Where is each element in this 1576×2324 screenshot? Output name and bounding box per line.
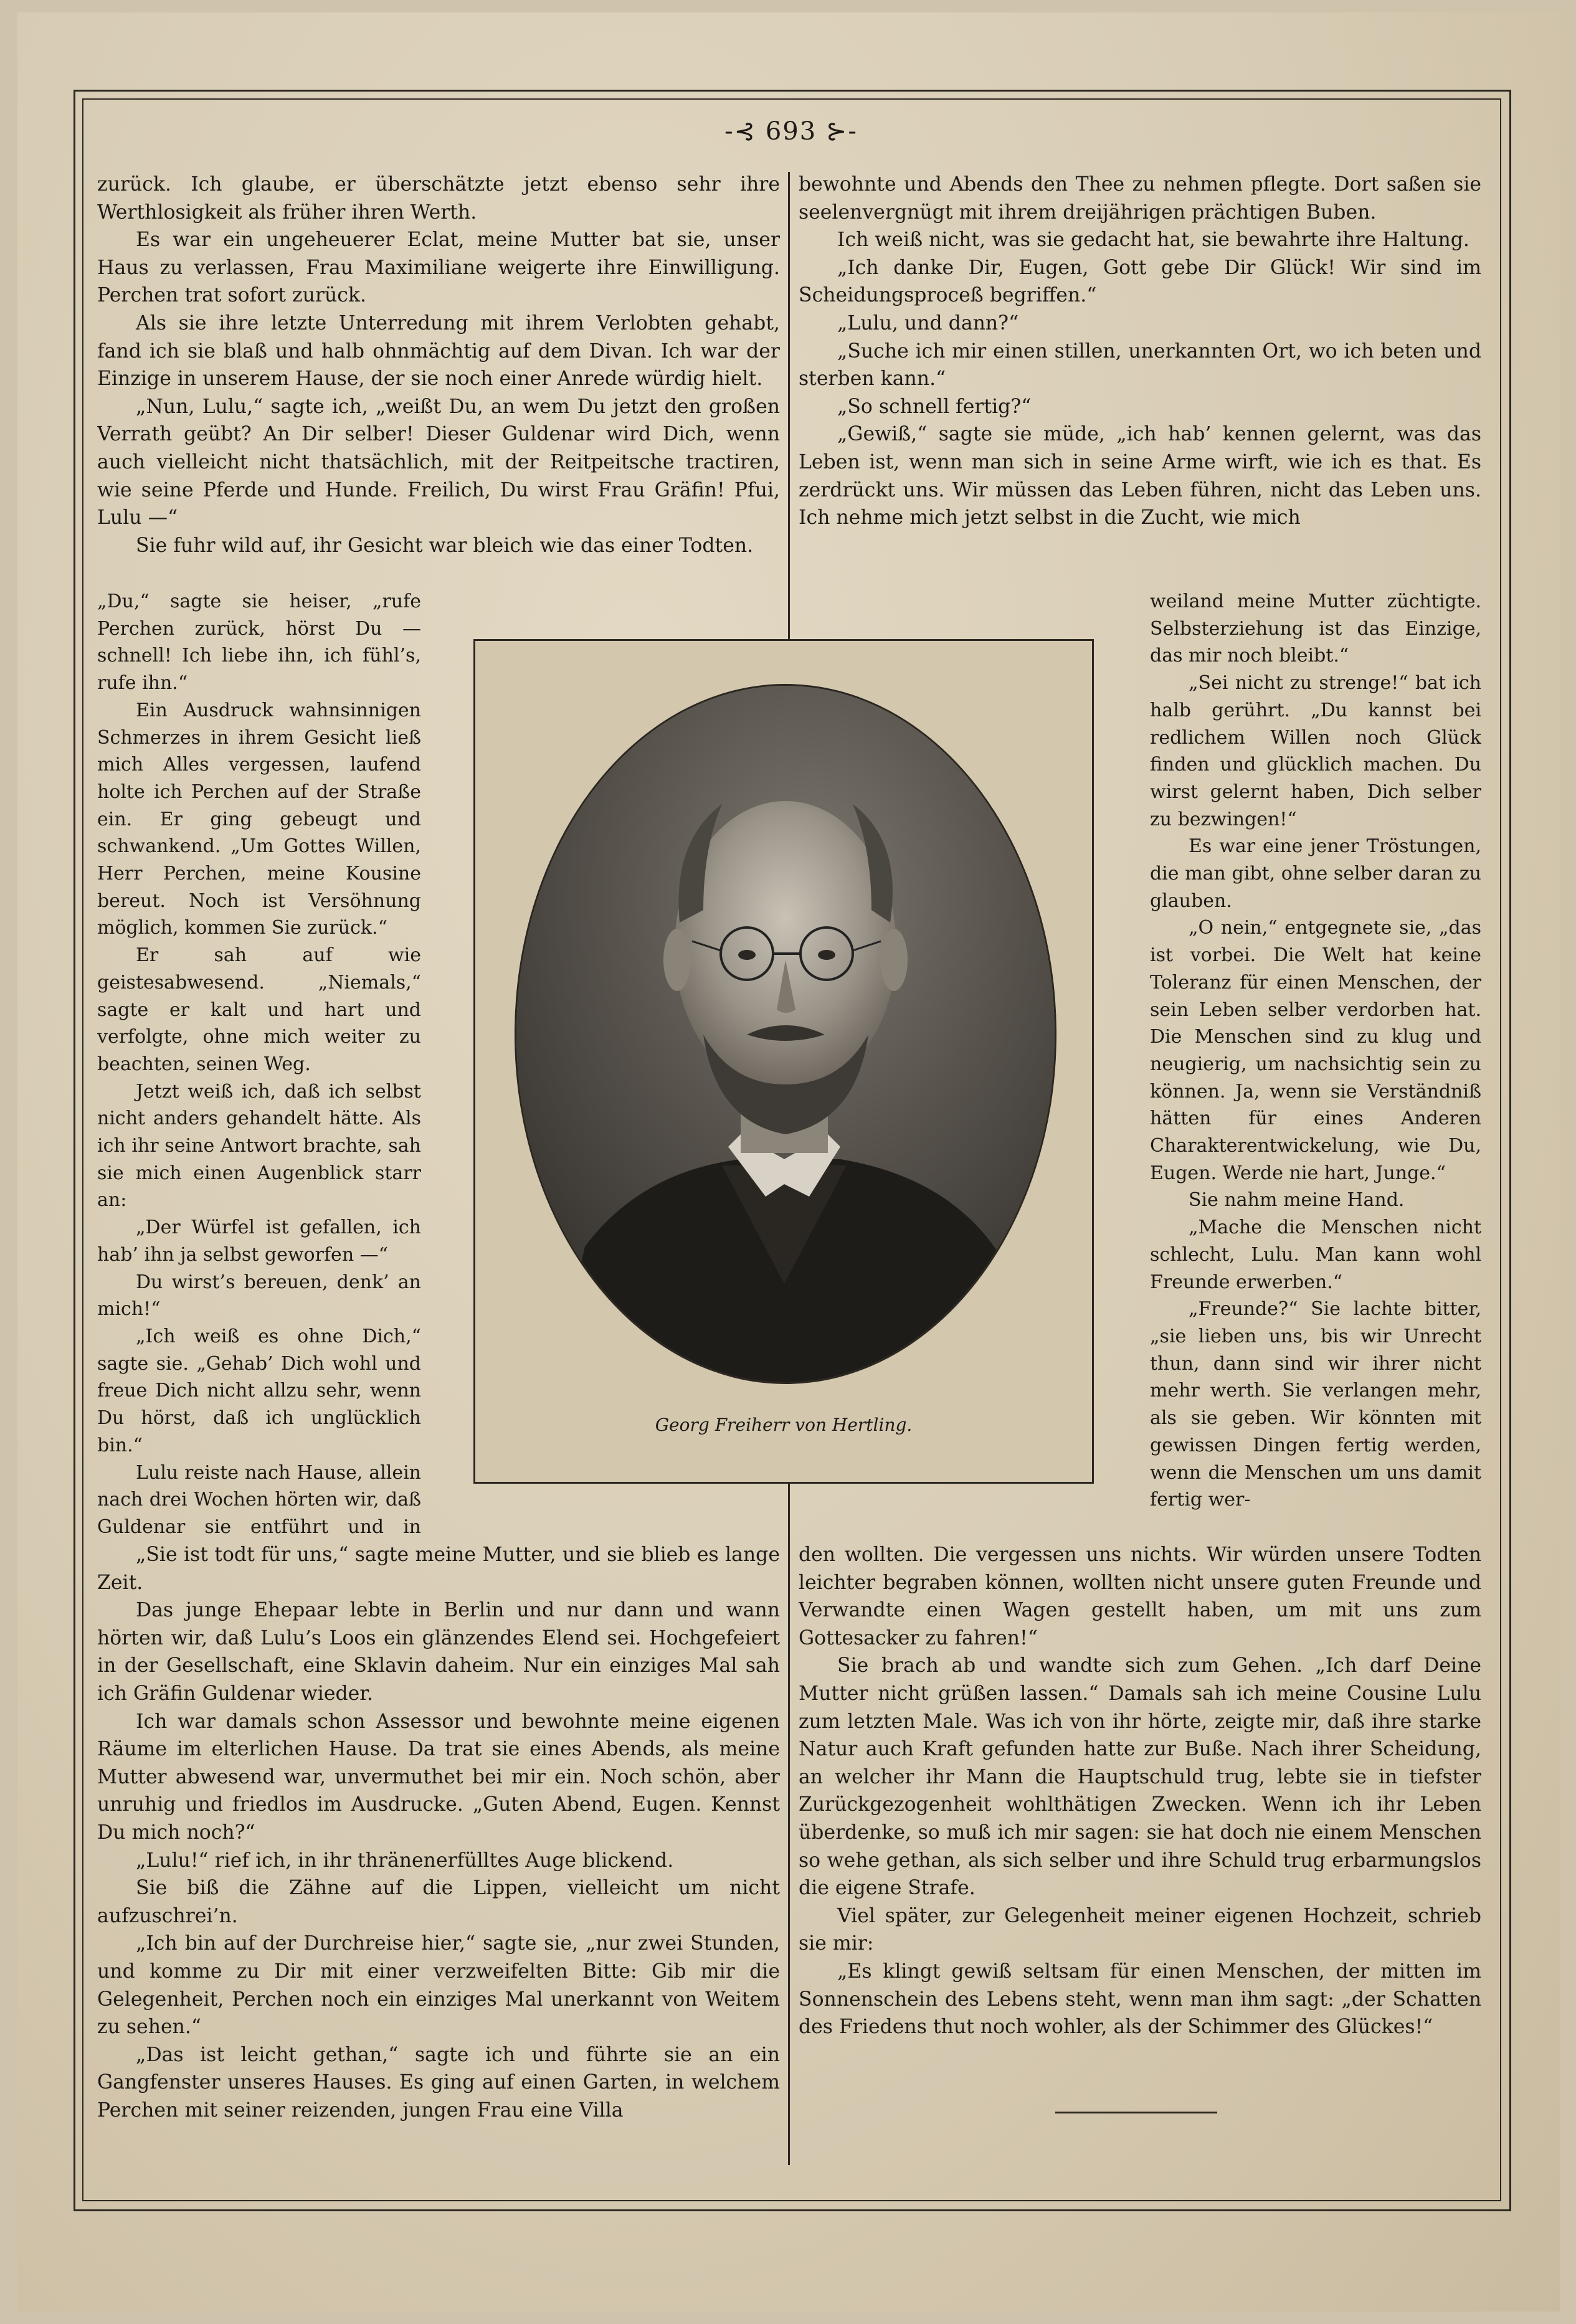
- left-column-bottom: [97, 1541, 780, 2164]
- paragraph: Lulu reiste nach Hause, allein nach drei Wochen hörten wir, daß Guldenar sie entführt und in: [97, 1461, 421, 1538]
- paragraph: „Sie ist todt für uns,“ sagte meine Mutter, und sie blieb es lange Zeit.: [97, 1544, 780, 1594]
- paragraph: „Das ist leicht gethan,“ sagte ich und führte sie an ein Gangfenster unseres Hauses. Es ging auf einen Garten, in welchem Perchen mit seiner reizenden, jungen Frau eine Villa: [97, 2043, 780, 2122]
- paragraph: Sie nahm meine Hand.: [1189, 1189, 1405, 1212]
- paragraph: Als sie ihre letzte Unterredung mit ihrem Verlobten gehabt, fand ich sie blaß und halb ohnmächtig auf dem Divan. Ich war der Einzige in unserem Hause, der sie noch einer Anrede würdig hielt.: [97, 311, 780, 391]
- paragraph: bewohnte und Abends den Thee zu nehmen pflegte. Dort saßen sie seelenvergnügt mit ihrem dreijährigen prächtigen Buben.: [799, 173, 1481, 224]
- paragraph: zurück. Ich glaube, er überschätzte jetzt ebenso sehr ihre Werthlosigkeit als früher ihren Werth.: [97, 173, 780, 224]
- paragraph: „O nein,“ entgegnete sie, „das ist vorbei. Die Welt hat keine Toleranz für einen Menschen, der sein Leben selber verdorben hat. Die Menschen sind zu klug und neugierig, um nachsichtig sein zu können. Ja, wenn sie Verständniß hätten für eines Anderen Charakterentwickelung, wie Du, Eugen. Werde nie hart, Junge.“: [1150, 917, 1481, 1184]
- end-rule: [1055, 2112, 1217, 2113]
- paragraph: Sie fuhr wild auf, ihr Gesicht war bleich wie das einer Todten.: [136, 534, 754, 557]
- paragraph: Es war eine jener Tröstungen, die man gibt, ohne selber daran zu glauben.: [1150, 835, 1481, 912]
- paragraph: „Nun, Lulu,“ sagte ich, „weißt Du, an wem Du jetzt den großen Verrath geübt? An Dir selber! Dieser Guldenar wird Dich, wenn auch vielleicht nicht thatsächlich, mit der Reitpeitsche tractiren, wie seine Pferde und Hunde. Freilich, Du wirst Frau Gräfin! Pfui, Lulu —“: [97, 395, 780, 529]
- paragraph: „So schnell fertig?“: [837, 395, 1032, 418]
- paragraph: „Ich weiß es ohne Dich,“ sagte sie. „Gehab’ Dich wohl und freue Dich nicht allzu sehr, wenn Du hörst, daß ich unglücklich bin.“: [97, 1325, 421, 1456]
- paragraph: Sie brach ab und wandte sich zum Gehen. „Ich darf Deine Mutter nicht grüßen lassen.“ Damals sah ich meine Cousine Lulu zum letzten Male. Was ich von ihr hörte, zeigte mir, daß ihre starke Natur auch Kraft gefunden hatte zur Buße. Nach ihrer Scheidung, an welcher ihr Mann die Hauptschuld trug, lebte sie in tiefster Zurückgezogenheit wohlthätigen Zwecken. Wenn ich ihr Leben überdenke, so muß ich mir sagen: sie hat doch nie einem Menschen so wehe gethan, als sich selber und ihre Schuld trug erbarmungslos die eigene Strafe.: [799, 1654, 1481, 1900]
- paragraph: Das junge Ehepaar lebte in Berlin und nur dann und wann hörten wir, daß Lulu’s Loos ein glänzendes Elend sei. Hochgefeiert in der Gesellschaft, eine Sklavin daheim. Nur ein einziges Mal sah ich Gräfin Guldenar wieder.: [97, 1599, 780, 1705]
- paragraph: Viel später, zur Gelegenheit meiner eigenen Hochzeit, schrieb sie mir:: [799, 1904, 1481, 1955]
- paragraph: Sie biß die Zähne auf die Lippen, vielleicht um nicht aufzuschrei’n.: [97, 1877, 780, 1927]
- paragraph: Jetzt weiß ich, daß ich selbst nicht anders gehandelt hätte. Als ich ihr seine Antwort brachte, sah sie mich einen Augenblick starr an:: [97, 1080, 421, 1212]
- paragraph: Ich war damals schon Assessor und bewohnte meine eigenen Räume im elterlichen Hause. Da trat sie eines Abends, als meine Mutter abwesend war, unvermuthet bei mir ein. Noch schön, aber unruhig und friedlos im Ausdrucke. „Guten Abend, Eugen. Kennst Du mich noch?“: [97, 1710, 780, 1844]
- left-column-top: [97, 171, 780, 588]
- paragraph: „Lulu, und dann?“: [837, 311, 1019, 334]
- left-column-narrow: [97, 588, 421, 1540]
- paragraph: weiland meine Mutter züchtigte. Selbsterziehung ist das Einzige, das mir noch bleibt.“: [1150, 590, 1481, 667]
- paragraph: „Sei nicht zu strenge!“ bat ich halb gerührt. „Du kannst bei redlichem Willen noch Glück finden und glücklich machen. Du wirst gelernt haben, Dich selber zu bezwingen!“: [1150, 672, 1481, 830]
- paragraph: „Es klingt gewiß seltsam für einen Menschen, der mitten im Sonnenschein des Lebens steht, wenn man ihm sagt: „der Schatten des Friedens thut noch wohler, als der Schimmer des Glückes!“: [799, 1960, 1481, 2039]
- paragraph: „Du,“ sagte sie heiser, „rufe Perchen zurück, hörst Du — schnell! Ich liebe ihn, ich fühl’s, rufe ihn.“: [97, 590, 421, 695]
- paragraph: Ein Ausdruck wahnsinnigen Schmerzes in ihrem Gesicht ließ mich Alles vergessen, laufend holte ich Perchen auf der Straße ein. Er ging gebeugt und schwankend. „Um Gottes Willen, Herr Perchen, meine Kousine bereut. Noch ist Versöhnung möglich, kommen Sie zurück.“: [97, 699, 421, 939]
- paragraph: „Gewiß,“ sagte sie müde, „ich hab’ kennen gelernt, was das Leben ist, wenn man sich in seine Arme wirft, wie ich es that. Es zerdrückt uns. Wir müssen das Leben führen, nicht das Leben uns. Ich nehme mich jetzt selbst in die Zucht, wie mich: [799, 423, 1481, 529]
- page-number: -⊰ 693 ⊱-: [724, 117, 858, 146]
- paragraph: „Ich danke Dir, Eugen, Gott gebe Dir Glück! Wir sind im Scheidungsproceß begriffen.“: [799, 256, 1481, 307]
- right-column-bottom: [799, 1541, 1481, 2102]
- right-column-top: [799, 171, 1481, 588]
- right-column-narrow: [1150, 588, 1481, 1540]
- paragraph: „Der Würfel ist gefallen, ich hab’ ihn ja selbst geworfen —“: [97, 1217, 421, 1266]
- paragraph: „Mache die Menschen nicht schlecht, Lulu. Man kann wohl Freunde erwerben.“: [1150, 1217, 1481, 1293]
- portrait-illustration: [516, 686, 1055, 1382]
- paragraph: Er sah auf wie geistesabwesend. „Niemals,“ sagte er kalt und hart und verfolgte, ohne mich weiter zu beachten, seinen Weg.: [97, 944, 421, 1075]
- paragraph: Ich weiß nicht, was sie gedacht hat, sie bewahrte ihre Haltung.: [837, 229, 1469, 252]
- paragraph: „Lulu!“ rief ich, in ihr thränenerfülltes Auge blickend.: [136, 1849, 674, 1872]
- paragraph: den wollten. Die vergessen uns nichts. Wir würden unsere Todten leichter begraben können, wollten nicht unsere guten Freunde und Verwandte einen Wagen gestellt haben, um mit uns zum Gottesacker zu fahren!“: [799, 1544, 1481, 1649]
- figure-caption: Georg Freiherr von Hertling.: [655, 1415, 913, 1435]
- paragraph: Es war ein ungeheuerer Eclat, meine Mutter bat sie, unser Haus zu verlassen, Frau Maximiliane weigerte ihre Einwilligung. Perchen trat sofort zurück.: [97, 229, 780, 307]
- paragraph: „Suche ich mir einen stillen, unerkannten Ort, wo ich beten und sterben kann.“: [799, 339, 1481, 391]
- paragraph: Du wirst’s bereuen, denk’ an mich!“: [97, 1271, 421, 1321]
- paragraph: „Freunde?“ Sie lachte bitter, „sie lieben uns, bis wir Unrecht thun, dann sind wir ihrer nicht mehr werth. Sie verlangen mehr, als sie geben. Wir könnten mit gewissen Dingen fertig werden, wenn die Menschen um uns damit fertig wer-: [1150, 1298, 1481, 1511]
- portrait-oval: [516, 686, 1055, 1382]
- portrait-figure: [473, 639, 1094, 1484]
- paragraph: „Ich bin auf der Durchreise hier,“ sagte sie, „nur zwei Stunden, und komme zu Dir mit einer verzweifelten Bitte: Gib mir die Gelegenheit, Perchen noch ein einziges Mal unerkannt von Weitem zu sehen.“: [97, 1932, 780, 2039]
